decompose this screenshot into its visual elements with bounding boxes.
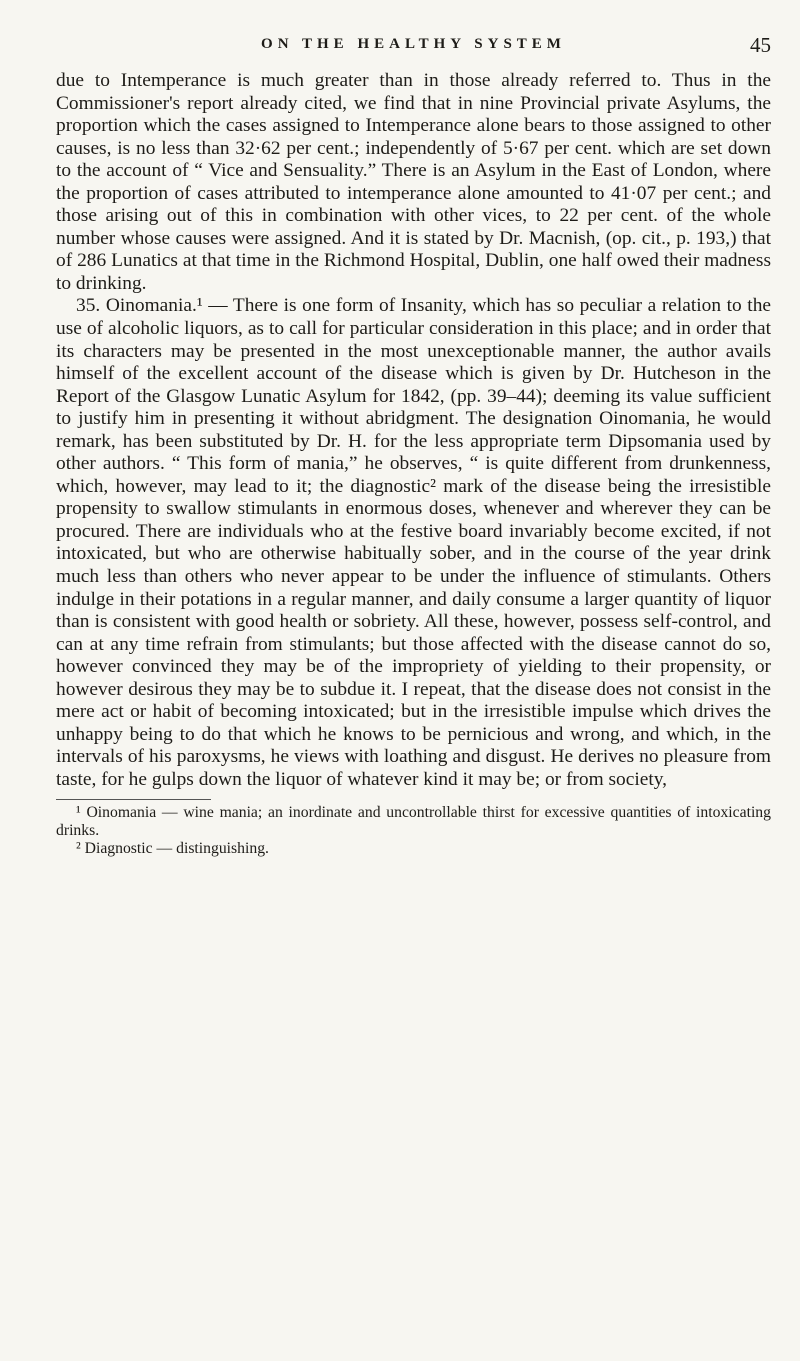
running-title: ON THE HEALTHY SYSTEM bbox=[261, 36, 566, 52]
paragraph-oinomania: 35. Oinomania.¹ — There is one form of Insanity, which has so peculiar a relation to the use of alcoholic liquors, as to call for particular consideration in this place; and in order that its characters may be presented in the most unexceptionable manner, the author avails himself of the excellent account of the disease which is given by Dr. Hutcheson in the Report of the Glasgow Lunatic Asylum for 1842, (pp. 39–44); deeming its value sufficient to justify him in presenting it without abridgment. The designation Oinomania, he would remark, has been substituted by Dr. H. for the less appropriate term Dipsomania used by other authors. “ This form of mania,” he observes, “ is quite different from drunkenness, which, however, may lead to it; the diagnostic² mark of the disease being the irresistible propensity to swallow stimulants in enormous doses, whenever and wherever they can be procured. There are individuals who at the festive board invariably become excited, if not intoxicated, but who are otherwise habitually sober, and in the course of the year drink much less than others who never appear to be under the influence of stimulants. Others indulge in their potations in a regular manner, and daily consume a larger quantity of liquor than is consistent with good health or sobriety. All these, however, possess self-control, and can at any time refrain from stimulants; but those affected with the disease cannot do so, however convinced they may be of the impropriety of yielding to their propensity, or however desirous they may be to subdue it. I repeat, that the disease does not consist in the mere act or habit of becoming intoxicated; but in the irresistible impulse which drives the unhappy being to do that which he knows to be pernicious and wrong, and which, in the intervals of his paroxysms, he views with loathing and disgust. He derives no pleasure from taste, for he gulps down the liquor of whatever kind it may be; or from society, bbox=[56, 295, 771, 790]
paragraph-intemperance-statistics: due to Intemperance is much greater than in those already referred to. Thus in the Commissioner's report already cited, we find that in nine Provincial private Asylums, the proportion which the cases assigned to Intemperance alone bears to those assigned to other causes, is no less than 32·62 per cent.; independently of 5·67 per cent. which are set down to the account of “ Vice and Sensuality.” There is an Asylum in the East of London, where the proportion of cases attributed to intemperance alone amounted to 41·07 per cent.; and those arising out of this in combination with other vices, to 22 per cent. of the whole number whose causes were assigned. And it is stated by Dr. Macnish, (op. cit., p. 193,) that of 286 Lunatics at that time in the Richmond Hospital, Dublin, one half owed their madness to drinking. bbox=[56, 70, 771, 294]
page-number: 45 bbox=[750, 33, 771, 57]
running-head bbox=[56, 33, 771, 70]
book-page bbox=[56, 33, 771, 859]
body-text bbox=[56, 70, 771, 792]
footnote-diagnostic: ² Diagnostic — distinguishing. bbox=[76, 840, 269, 858]
footnote-oinomania: ¹ Oinomania — wine mania; an inordinate and uncontrollable thirst for excessive quantities of intoxicating drinks. bbox=[56, 803, 771, 839]
footnote-rule bbox=[56, 799, 211, 800]
footnotes bbox=[56, 804, 771, 859]
